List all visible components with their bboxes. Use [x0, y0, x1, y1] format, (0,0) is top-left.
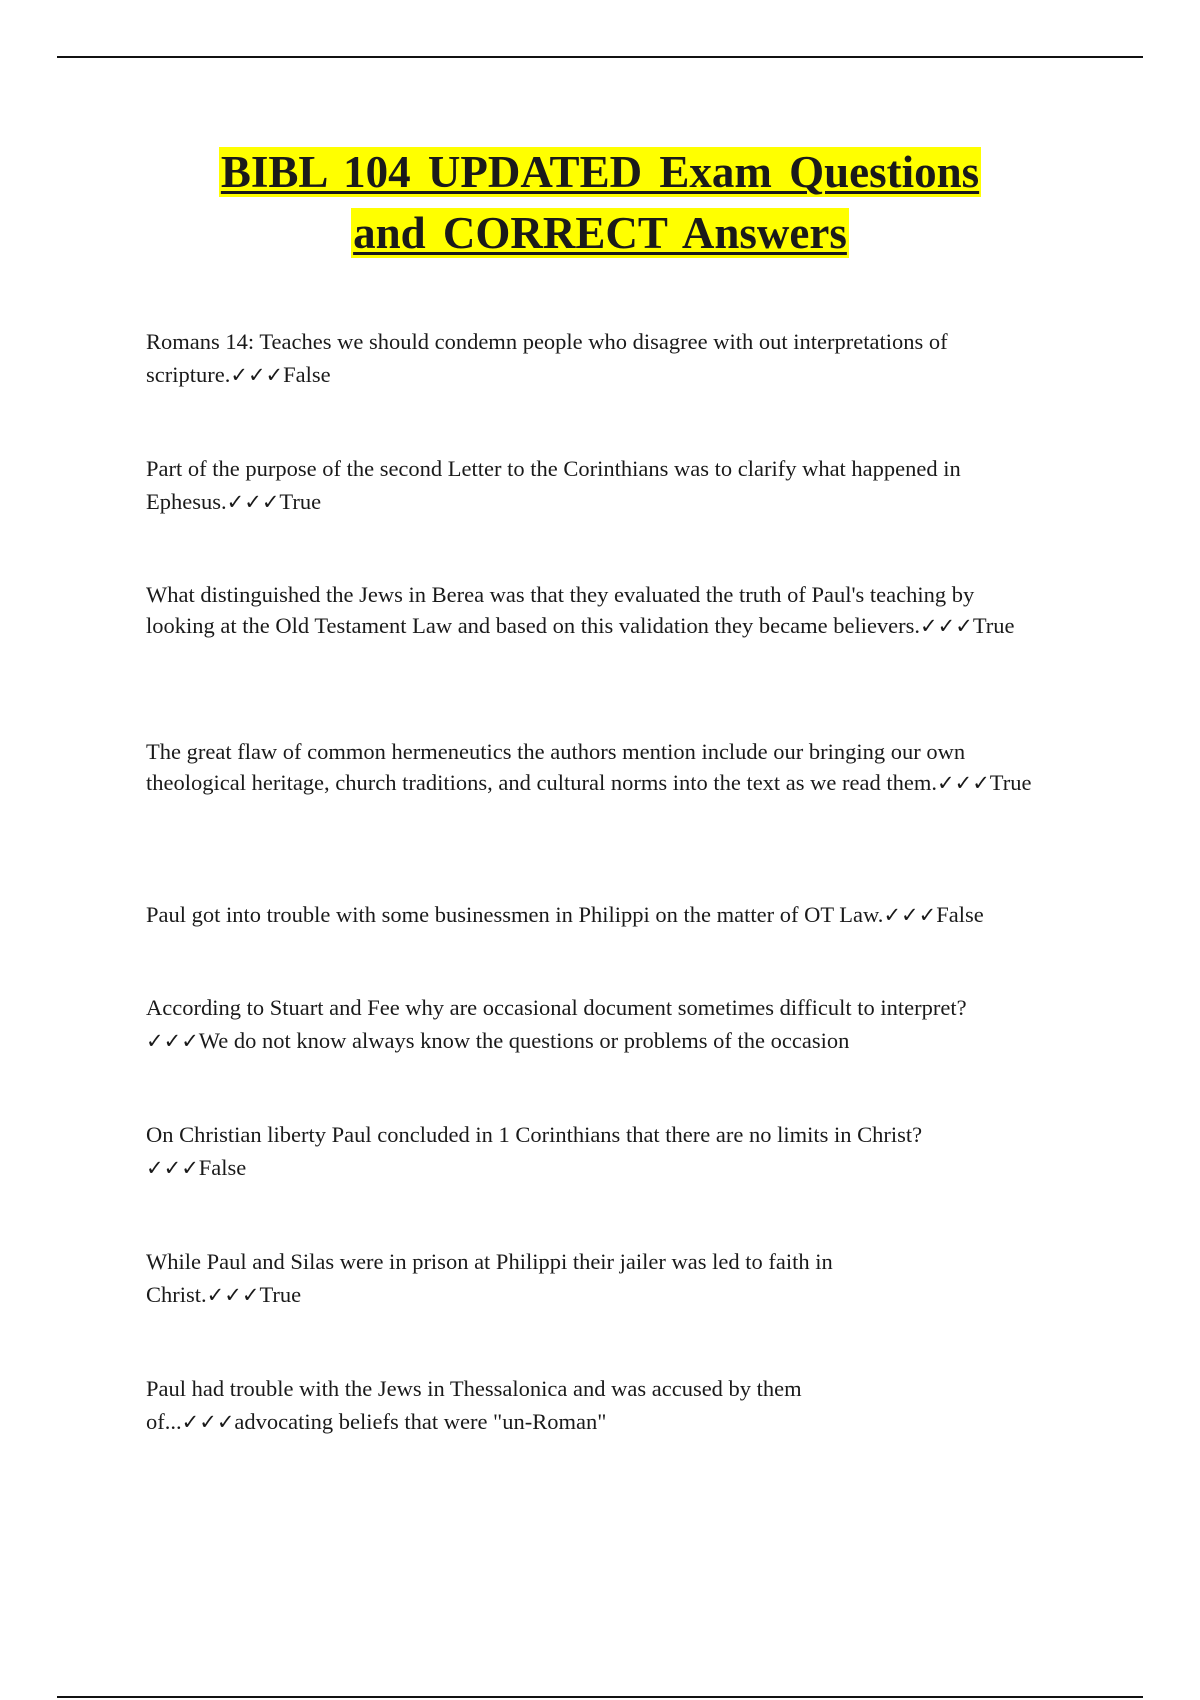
qa-item — [146, 736, 1046, 799]
question-text: What distinguished the Jews in Berea was that they evaluated the truth of Paul's teaching by looking at the Old Testament Law and based on this validation they became believers. — [146, 582, 975, 638]
qa-item — [146, 325, 1026, 392]
question-text: Part of the purpose of the second Letter to the Corinthians was to clarify what happened in Ephesus. — [146, 456, 961, 514]
check-mark-icon: ✓✓✓ — [226, 490, 280, 514]
question-text: Paul had trouble with the Jews in Thessalonica and was accused by them of... — [146, 1376, 802, 1434]
bottom-rule — [57, 1696, 1143, 1698]
answer-text: True — [279, 489, 322, 514]
qa-item — [146, 452, 1046, 519]
check-mark-icon: ✓✓✓ — [920, 614, 973, 638]
answer-text: advocating beliefs that were "un-Roman" — [234, 1409, 607, 1434]
question-text: On Christian liberty Paul concluded in 1 Corinthians that there are no limits in Christ? — [146, 1122, 923, 1147]
answer-text: True — [989, 770, 1032, 795]
question-text: While Paul and Silas were in prison at Philippi their jailer was led to faith in Christ. — [146, 1249, 833, 1307]
check-mark-icon: ✓✓✓ — [937, 771, 990, 795]
title-line-1: BIBL 104 UPDATED Exam Questions — [220, 147, 980, 197]
answer-text: False — [936, 902, 984, 927]
question-text: Paul got into trouble with some businessmen in Philippi on the matter of OT Law. — [146, 902, 884, 927]
qa-item — [146, 991, 1046, 1058]
qa-item — [146, 1118, 966, 1185]
top-rule — [57, 56, 1143, 58]
qa-item — [146, 898, 1106, 932]
check-mark-icon: ✓✓✓ — [146, 1156, 199, 1180]
check-mark-icon: ✓✓✓ — [883, 903, 937, 927]
qa-item — [146, 579, 1046, 642]
question-text: The great flaw of common hermeneutics the authors mention include our bringing our own theological heritage, church traditions, and cultural norms into the text as we read them. — [146, 739, 966, 795]
check-mark-icon: ✓✓✓ — [181, 1410, 235, 1434]
check-mark-icon: ✓✓✓ — [146, 1029, 199, 1053]
question-text: According to Stuart and Fee why are occasional document sometimes difficult to interpret? — [146, 995, 967, 1020]
answer-text: False — [283, 362, 331, 387]
answer-text: False — [198, 1155, 247, 1180]
qa-item — [146, 1372, 926, 1439]
answer-text: True — [972, 613, 1015, 638]
answer-text: True — [259, 1282, 302, 1307]
answer-text: We do not know always know the questions or problems of the occasion — [198, 1028, 850, 1053]
check-mark-icon: ✓✓✓ — [206, 1283, 260, 1307]
check-mark-icon: ✓✓✓ — [230, 363, 284, 387]
question-text: Romans 14: Teaches we should condemn people who disagree with out interpretations of scripture. — [146, 329, 948, 387]
page-title — [100, 142, 1100, 264]
qa-item — [146, 1245, 946, 1312]
title-line-2: and CORRECT Answers — [353, 208, 847, 258]
